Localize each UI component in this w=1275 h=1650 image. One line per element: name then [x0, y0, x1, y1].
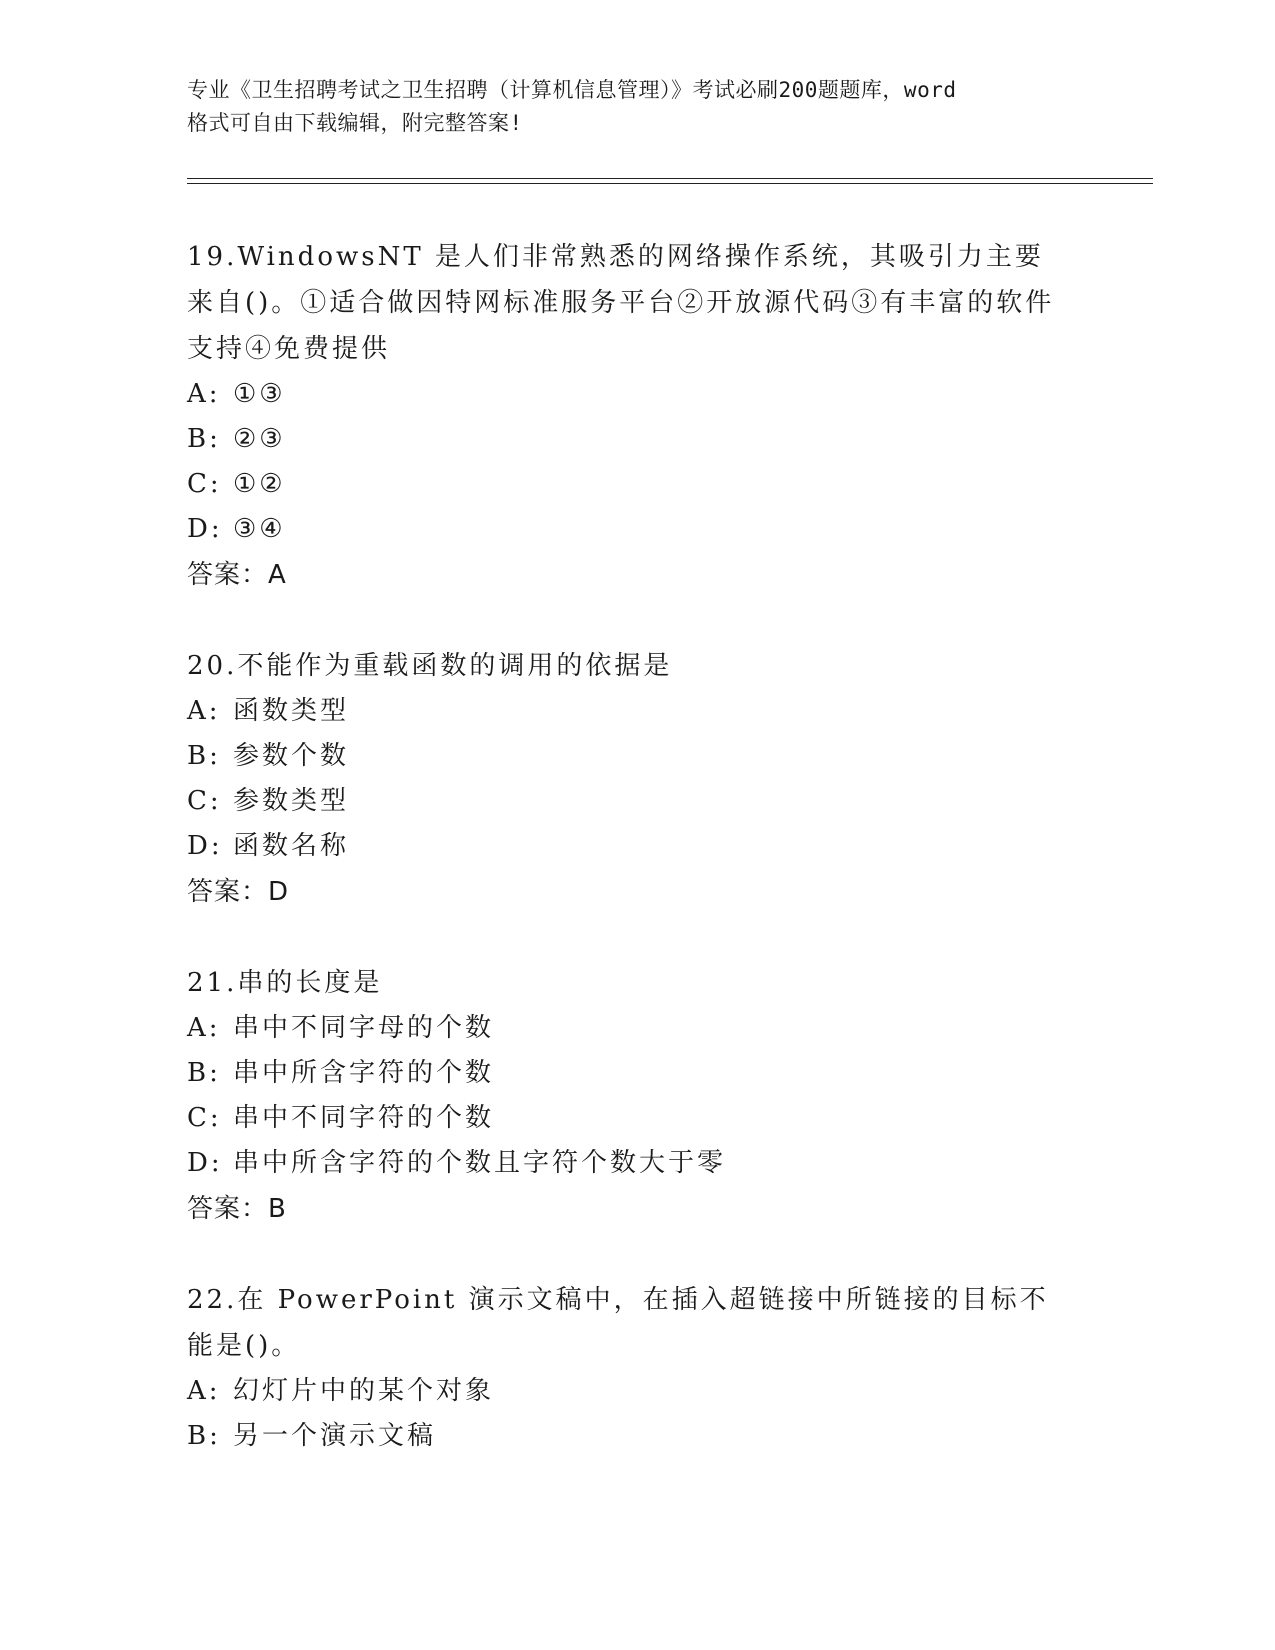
- option-key: C:: [187, 1103, 222, 1133]
- option-key: B:: [187, 741, 221, 771]
- option-key: B:: [187, 424, 221, 454]
- question-19: [187, 234, 1067, 598]
- header-divider-bottom: [187, 183, 1153, 184]
- option-key: A:: [187, 379, 221, 409]
- question-21: [187, 960, 1067, 1232]
- option-d: [187, 1141, 1067, 1186]
- option-text: ①③: [233, 379, 286, 409]
- option-a: [187, 689, 1067, 734]
- option-text: 参数类型: [233, 786, 350, 816]
- option-text: 函数类型: [233, 696, 350, 726]
- option-d: [187, 507, 1067, 552]
- option-text: 参数个数: [233, 741, 350, 771]
- option-a: [187, 1369, 1067, 1414]
- option-text: ①②: [233, 469, 286, 499]
- option-key: B:: [187, 1421, 221, 1451]
- question-stem: 22.在 PowerPoint 演示文稿中，在插入超链接中所链接的目标不能是()。: [187, 1285, 1049, 1361]
- header-line-2: 格式可自由下载编辑，附完整答案!: [187, 111, 523, 135]
- option-key: B:: [187, 1058, 221, 1088]
- option-key: D:: [187, 831, 223, 861]
- option-text: ③④: [233, 514, 286, 544]
- option-a: [187, 372, 1067, 417]
- option-b: [187, 734, 1067, 779]
- question-stem: 20.不能作为重载函数的调用的依据是: [187, 651, 673, 681]
- option-text: 串中所含字符的个数: [233, 1058, 495, 1088]
- option-text: 串中不同字符的个数: [233, 1103, 495, 1133]
- option-key: A:: [187, 1013, 221, 1043]
- answer-line: 答案：D: [187, 877, 290, 907]
- option-key: D:: [187, 514, 223, 544]
- option-key: C:: [187, 786, 222, 816]
- option-key: C:: [187, 469, 222, 499]
- option-text: 另一个演示文稿: [233, 1421, 437, 1451]
- question-stem: 21.串的长度是: [187, 968, 383, 998]
- document-header: [187, 74, 1107, 140]
- option-text: 串中不同字母的个数: [233, 1013, 495, 1043]
- answer-line: 答案：A: [187, 560, 287, 590]
- option-text: 串中所含字符的个数且字符个数大于零: [233, 1148, 727, 1178]
- questions-list: [187, 234, 1067, 1504]
- option-key: D:: [187, 1148, 223, 1178]
- option-b: [187, 1051, 1067, 1096]
- option-a: [187, 1006, 1067, 1051]
- option-key: A:: [187, 696, 221, 726]
- option-c: [187, 1096, 1067, 1141]
- option-text: 幻灯片中的某个对象: [233, 1376, 495, 1406]
- option-c: [187, 462, 1067, 507]
- header-line-1: 专业《卫生招聘考试之卫生招聘（计算机信息管理）》考试必刷200题题库，word: [187, 78, 957, 102]
- question-stem: 19.WindowsNT 是人们非常熟悉的网络操作系统，其吸引力主要来自()。①适合做因特网标准服务平台②开放源代码③有丰富的软件支持④免费提供: [187, 242, 1055, 364]
- question-22: [187, 1277, 1067, 1459]
- option-d: [187, 824, 1067, 869]
- option-c: [187, 779, 1067, 824]
- header-divider-top: [187, 178, 1153, 179]
- question-20: [187, 643, 1067, 915]
- option-text: ②③: [233, 424, 286, 454]
- option-text: 函数名称: [233, 831, 350, 861]
- answer-line: 答案：B: [187, 1194, 287, 1224]
- option-b: [187, 1414, 1067, 1459]
- option-key: A:: [187, 1376, 221, 1406]
- option-b: [187, 417, 1067, 462]
